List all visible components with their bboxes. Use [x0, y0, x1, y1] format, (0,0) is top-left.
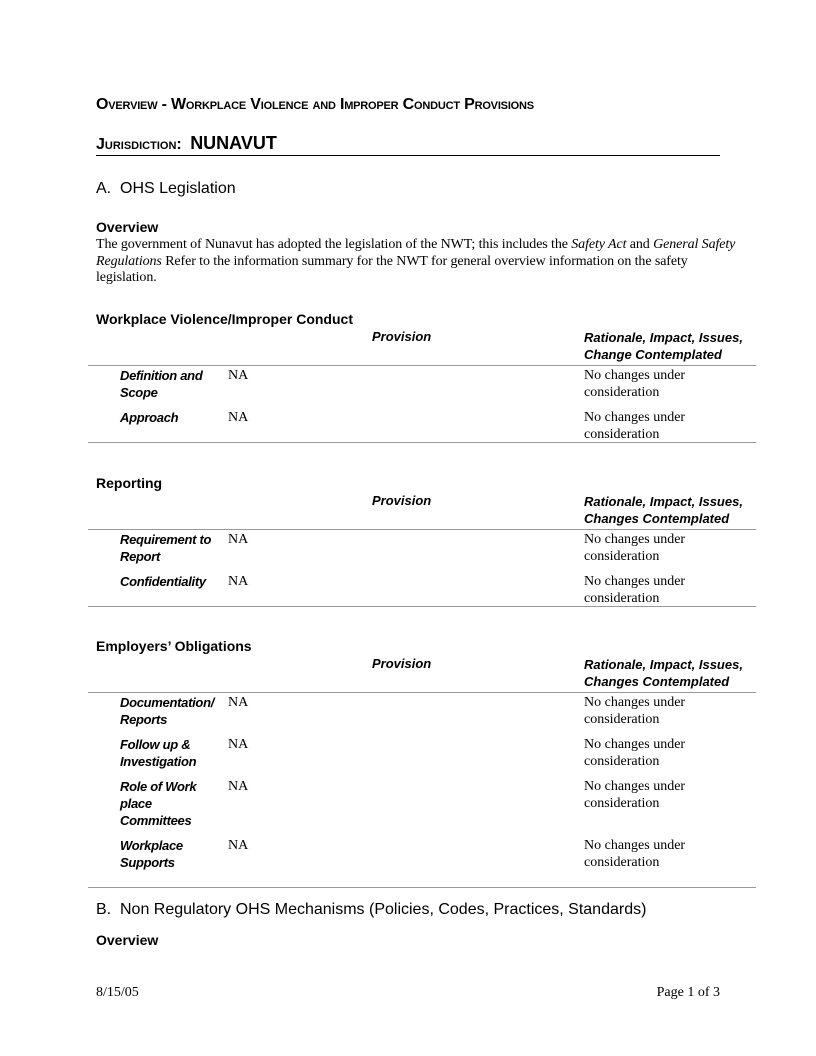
table-title: Employers’ Obligations	[96, 638, 252, 654]
row-label: Role of Work place Committees	[120, 779, 197, 828]
table-row	[88, 573, 756, 606]
row-rationale: No changes under consideration	[584, 532, 686, 564]
row-label: Documentation/ Reports	[120, 695, 215, 727]
row-rationale: No changes under consideration	[584, 410, 686, 442]
table-reporting	[96, 475, 756, 607]
table-row	[88, 367, 756, 401]
row-provision: NA	[228, 368, 249, 383]
table-body	[88, 530, 756, 607]
overview-text-general-safety-regulations: General Safety Regulations	[96, 237, 736, 269]
footer-date: 8/15/05	[96, 985, 139, 1000]
table-body	[88, 693, 756, 888]
overview-text-part-3: Refer to the information summary for the NWT for general overview information on the safety legislation.	[96, 253, 688, 285]
table-header	[88, 656, 756, 693]
section-a-overview-heading: Overview	[96, 219, 159, 235]
section-a-overview-text	[96, 237, 744, 287]
table-row	[88, 736, 756, 770]
row-label: Approach	[120, 410, 179, 425]
table-title: Workplace Violence/Improper Conduct	[96, 311, 353, 327]
section-b-heading	[96, 901, 646, 919]
row-provision: NA	[228, 695, 249, 710]
row-rationale: No changes under consideration	[584, 737, 686, 769]
table-row	[88, 694, 756, 728]
row-label: Follow up & Investigation	[120, 737, 197, 769]
overview-text-part-2: and	[626, 237, 654, 252]
overview-text-part-1: The government of Nunavut has adopted the legislation of the NWT; this includes the	[96, 237, 572, 252]
jurisdiction-label: Jurisdiction:	[96, 136, 182, 153]
section-b-letter: B.	[96, 901, 112, 918]
row-rationale: No changes under consideration	[584, 695, 686, 727]
row-provision: NA	[228, 574, 249, 589]
row-label: Definition and Scope	[120, 368, 203, 400]
footer-page-number: Page 1 of 3	[656, 985, 720, 1000]
provision-header: Provision	[372, 493, 432, 508]
row-provision: NA	[228, 737, 249, 752]
row-label: Workplace Supports	[120, 838, 183, 870]
table-row	[88, 409, 756, 442]
rationale-header: Rationale, Impact, Issues, Change Contemplated	[584, 330, 743, 362]
rationale-header: Rationale, Impact, Issues, Changes Contemplated	[584, 657, 743, 689]
table-row	[88, 531, 756, 565]
row-label: Requirement to Report	[120, 532, 212, 564]
row-provision: NA	[228, 410, 249, 425]
row-rationale: No changes under consideration	[584, 574, 686, 606]
row-provision: NA	[228, 532, 249, 547]
row-provision: NA	[228, 838, 249, 853]
section-a-heading	[96, 180, 236, 198]
jurisdiction-name: NUNAVUT	[190, 133, 277, 153]
table-row	[88, 778, 756, 829]
table-row	[88, 837, 756, 871]
table-header	[88, 493, 756, 530]
table-workplace-violence	[96, 311, 756, 443]
table-employers-obligations	[96, 638, 756, 888]
row-provision: NA	[228, 779, 249, 794]
jurisdiction-line	[96, 133, 720, 156]
rationale-header: Rationale, Impact, Issues, Changes Contemplated	[584, 494, 743, 526]
row-rationale: No changes under consideration	[584, 779, 686, 811]
row-rationale: No changes under consideration	[584, 838, 686, 870]
provision-header: Provision	[372, 656, 432, 671]
table-header	[88, 329, 756, 366]
section-a-title: OHS Legislation	[120, 180, 236, 197]
provision-header: Provision	[372, 329, 432, 344]
page-title: Overview - Workplace Violence and Improper Conduct Provisions	[96, 96, 534, 113]
section-b-title: Non Regulatory OHS Mechanisms (Policies, Codes, Practices, Standards)	[120, 901, 647, 918]
section-a-letter: A.	[96, 180, 112, 197]
row-label: Confidentiality	[120, 574, 206, 589]
table-body	[88, 366, 756, 443]
row-rationale: No changes under consideration	[584, 368, 686, 400]
overview-text-safety-act: Safety Act	[571, 237, 627, 252]
section-b-overview-heading: Overview	[96, 932, 159, 948]
table-title: Reporting	[96, 475, 163, 491]
